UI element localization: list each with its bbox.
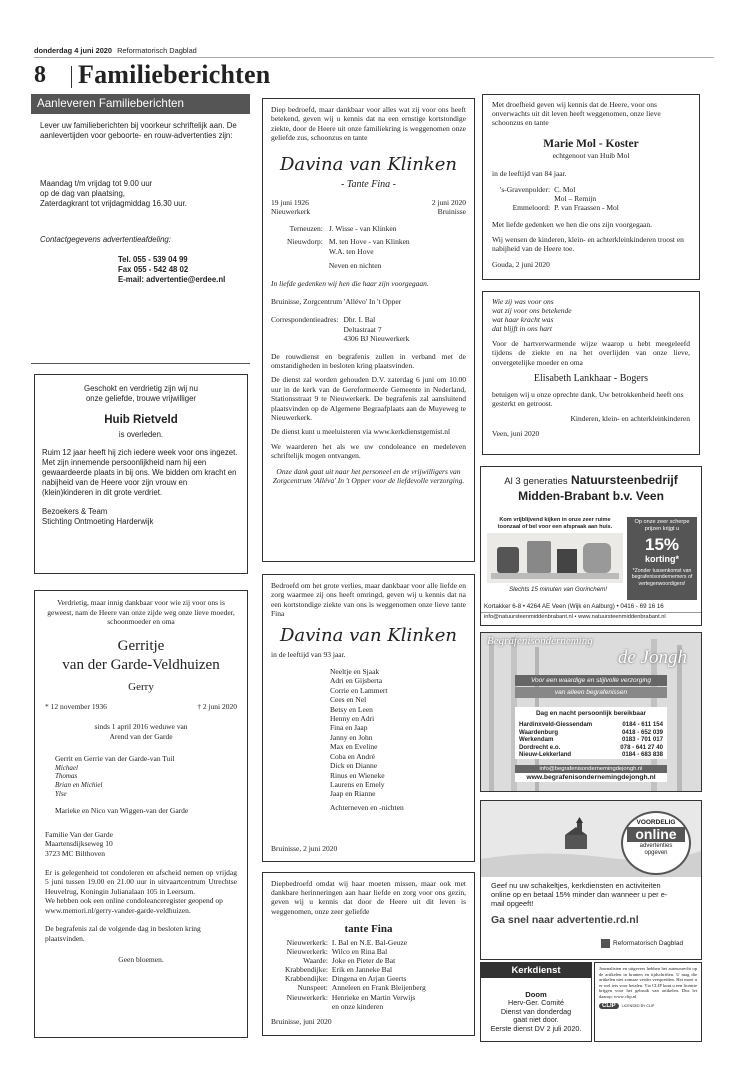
- davina1-corr-1: Dhr. I. Bal: [343, 315, 376, 325]
- fina-family-label: Nieuwerkerk:: [286, 947, 328, 957]
- fina-family-row: [285, 965, 426, 974]
- contact-tel: Tel. 055 - 539 04 99: [118, 255, 188, 264]
- gerritje-address-1: Familie Van der Garde: [45, 829, 113, 839]
- mol-wish: Wij wensen de kinderen, klein- en achterkleinkinderen troost en nabijheid van de Heere toe.: [492, 234, 684, 253]
- lankhaar-place: Veen, juni 2020: [492, 429, 540, 439]
- page-title: Familieberichten: [78, 60, 271, 89]
- kerkdienst-title: Kerkdienst: [481, 963, 591, 978]
- davina1-thanks: Onze dank gaat uit naar het personeel en de vrijwilligers van Zorgcentrum 'Alléva' In 't Opper voor de liefdevolle verzorging.: [272, 466, 465, 485]
- gerritje-address-3: 3723 MC Bilthoven: [45, 848, 106, 858]
- aanleveren-intro: Lever uw familieberichten bij voorkeur schriftelijk aan. De aanlevertijden voor geboorte- en rouw-advertenties zijn:: [40, 121, 237, 140]
- jongh-ad[interactable]: [480, 632, 702, 792]
- rietveld-sign-1: Bezoekers & Team: [42, 507, 108, 516]
- davina2-names-list: [271, 667, 466, 799]
- davina1-nephews: Neven en nichten: [328, 261, 382, 271]
- fina-family-label: Nunspeet:: [297, 983, 328, 993]
- kerkdienst-notice: [480, 962, 592, 1042]
- fina-family-row: [285, 993, 426, 1002]
- gerritje-intro: Verdrietig, maar innig dankbaar voor wie zij voor ons is geweest, nam de Heere van onze zijde weg onze lieve moeder, schoonmoeder en oma: [47, 598, 235, 627]
- davina1-nieuwdorp-label: Nieuwdorp:: [287, 237, 323, 247]
- davina2-name-item: Corrie en Lammert: [330, 685, 388, 695]
- davina1-terneuzen: J. Wisse - van Klinken: [328, 223, 397, 233]
- natuursteen-travel: Slechts 15 minuten van Gorinchem!: [509, 586, 608, 593]
- fina-family-label: [285, 1002, 332, 1011]
- promo-top: Op onze zeer scherpe prijzen krijgt u: [634, 519, 690, 532]
- davina1-corr-label: Correspondentieadres:: [271, 315, 339, 325]
- davina1-born-date: 19 juni 1926: [271, 198, 309, 208]
- jongh-place: Dordrecht e.o.: [519, 743, 561, 751]
- jongh-tagline-1: Voor een waardige en stijlvolle verzorging: [515, 675, 667, 686]
- gerritje-condolence: Er is gelegenheid tot condoleren en afscheid nemen op vrijdag 5 juni tussen 19.00 en 21.00 uur in uitvaartcentrum Utrechtse Heuvelrug, Koningin Julianalaan 105 in Leersum.: [45, 867, 237, 896]
- natuursteen-sub-1: Kom vrijblijvend kijken in onze zeer ruime: [499, 517, 611, 523]
- gravestones-image: [487, 533, 623, 583]
- davina-notice-1: [262, 98, 475, 562]
- badge-sub-1: advertenties: [639, 843, 673, 849]
- mol-spouse: echtgenoot van Huib Mol: [552, 150, 630, 160]
- rietveld-notice: [34, 374, 248, 574]
- davina2-name-item: Dick en Dianne: [330, 761, 378, 771]
- aanleveren-time-2: op de dag van plaatsing,: [40, 189, 125, 198]
- fina-family-label: Nieuwerkerk:: [286, 938, 328, 948]
- kerkdienst-church: Herv-Ger. Comité: [508, 998, 564, 1007]
- natuursteen-promo: [627, 517, 697, 600]
- davina2-name-item: Betsy en Leen: [330, 704, 373, 714]
- gerritje-nickname: Gerry: [128, 680, 154, 693]
- natuursteen-footer-1: Kortakker 6-8 • 4264 AE Veen (Wijk en Aalburg) • 0416 - 69 16 16: [484, 603, 664, 610]
- davina1-intro: Diep bedroefd, maar dankbaar voor alles wat zij voor ons heeft betekend, geven wij u kennis dat na een ernstige kortstondige ziekte, door de Heere uit onze familiekring is weggenomen onze geliefde zus, schoonzus en tante: [271, 105, 466, 143]
- davina2-name-item: Cees en Nel: [330, 695, 367, 705]
- fina-family-value: Erik en Janneke Bal: [331, 965, 393, 975]
- lankhaar-notice: [482, 291, 700, 455]
- gerritje-funeral: De begrafenis zal de volgende dag in besloten kring plaatsvinden.: [45, 924, 201, 944]
- rietveld-sign-2: Stichting Ontmoeting Harderwijk: [42, 517, 154, 526]
- title-divider: [71, 66, 72, 88]
- davina2-name-item: Laurens en Emely: [330, 779, 385, 789]
- jongh-place: Hardinxveld-Giessendam: [519, 721, 593, 728]
- davina1-born-place: Nieuwerkerk: [271, 207, 311, 217]
- fina-family-value: Anneleen en Frank Bleijenberg: [331, 983, 426, 993]
- gerritje-notice: [34, 590, 248, 1038]
- gerritje-child-2: Thomas: [55, 772, 78, 781]
- lankhaar-poem-4: dat blijft in ons hart: [492, 324, 553, 334]
- davina2-nephews: Achterneven en -nichten: [330, 802, 404, 812]
- mol-family-label: [500, 194, 554, 203]
- clip-text: Journalisten en uitgevers hebben het auteursrecht op de artikelen in kranten en tijdschriften. U mag die artikelen niet zomaar verder verspreiden. Het moet u er wel iets voor betalen. Via CLIP kunt u een licentie krijgen voor het gebruik van artikelen. Dus let daarop: www.clip.nl.: [599, 966, 697, 999]
- page-number: 8: [34, 62, 46, 88]
- lankhaar-thanks: betuigen wij u onze oprechte dank. Uw betrokkenheid heeft ons gesterkt en getroost.: [492, 389, 684, 408]
- contact-label: Contactgegevens advertentieafdeling:: [40, 235, 171, 244]
- jongh-place: Waardenburg: [519, 728, 559, 736]
- davina2-name-item: Neeltje en Sjaak: [330, 667, 380, 677]
- lankhaar-name: Elisabeth Lankhaar - Bogers: [533, 372, 649, 384]
- promo-note: *Zonder tussenkomst van begrafenisondernemers of vertegenwoordigers!: [631, 568, 693, 587]
- davina1-cards: We waarderen het als we uw condoleance en medeleven schriftelijk mogen ontvangen.: [271, 441, 466, 461]
- davina2-name-item: Coba en André: [330, 751, 375, 761]
- rietveld-passed: is overleden.: [118, 430, 164, 439]
- kerkdienst-line-3: Eerste dienst DV 2 juli 2020.: [490, 1023, 582, 1033]
- davina1-died-place: Bruinisse: [437, 207, 466, 217]
- badge-top: VOORDELIG: [636, 819, 676, 826]
- gerritje-address-2: Maartensdijkseweg 10: [45, 839, 113, 849]
- online-cta[interactable]: Ga snel naar advertentie.rd.nl: [491, 914, 639, 926]
- jongh-phone-row: [519, 751, 663, 759]
- rietveld-name: Huib Rietveld: [104, 414, 178, 426]
- davina2-name-item: Henny en Adri: [330, 714, 375, 724]
- jongh-phone-row: [519, 744, 663, 752]
- natuursteen-ad[interactable]: [480, 466, 702, 626]
- lankhaar-poem-2: wat zij voor ons betekende: [492, 306, 572, 316]
- mol-memorial: Met liefde gedenken we hen die ons zijn voorgegaan.: [492, 219, 653, 229]
- gerritje-name-1: Gerritje: [117, 637, 165, 654]
- fina-family-value: Dingena en Arjan Geerts: [331, 974, 407, 984]
- fina-family-label: Krabbendijke:: [285, 974, 328, 984]
- davina2-name-item: Adri en Gijsberta: [330, 676, 383, 686]
- jongh-tagline-2: van alleen begrafenissen: [515, 687, 667, 698]
- davina1-name: Davina van Klinken: [279, 153, 458, 175]
- lankhaar-poem-3: wat haar kracht was: [492, 315, 554, 325]
- mol-notice: [482, 94, 700, 280]
- fina-family-row: [285, 1002, 426, 1011]
- fina-family-value: Wilco en Rina Bal: [331, 947, 388, 957]
- davina2-name: Davina van Klinken: [279, 624, 458, 646]
- mol-family-value: Mol – Remijn: [554, 194, 597, 204]
- davina1-service-1: De rouwdienst en begrafenis zullen in verband met de omstandigheden in besloten kring plaatsvinden.: [271, 351, 466, 370]
- header-date: donderdag 4 juni 2020: [34, 46, 113, 55]
- jongh-phone[interactable]: 0418 - 652 039: [622, 728, 663, 736]
- natuursteen-title-prefix: Al 3 generaties: [504, 476, 568, 487]
- online-logo-text: Reformatorisch Dagblad: [613, 940, 684, 947]
- davina2-name-item: Fina en Jaap: [330, 723, 368, 733]
- mol-family-value: C. Mol: [554, 185, 576, 195]
- natuursteen-footer-2[interactable]: info@natuursteenmiddenbrabant.nl • www.natuursteenmiddenbrabant.nl: [481, 612, 701, 621]
- jongh-phone-row: [519, 721, 663, 729]
- jongh-phone[interactable]: 0184 - 611 154: [622, 721, 663, 728]
- davina-notice-2: [262, 574, 475, 862]
- davina2-name-item: Jaap en Rianne: [330, 789, 376, 799]
- aanleveren-title: Aanleveren Familieberichten: [31, 94, 250, 114]
- natuursteen-sub-2: toonzaal of bel voor een afspraak aan huis.: [497, 524, 613, 530]
- aanleveren-time-1: Maandag t/m vrijdag tot 9.00 uur: [40, 179, 153, 188]
- rietveld-intro-2: onze geliefde, trouwe vrijwilliger: [85, 394, 197, 403]
- jongh-place: Werkendam: [519, 736, 554, 744]
- mol-family-label: Emmeloord:: [512, 203, 551, 213]
- fina-family-table: [285, 938, 426, 1011]
- davina2-name-item: Max en Eveline: [330, 742, 378, 752]
- clip-notice: [594, 962, 702, 1042]
- jongh-phone[interactable]: 0183 - 701 017: [622, 736, 663, 744]
- davina2-place: Bruinisse, 2 juni 2020: [271, 843, 338, 853]
- kerkdienst-town: Doom: [525, 990, 547, 999]
- fina-family-row: [285, 974, 426, 983]
- kerkdienst-line-1: Dienst van donderdag: [500, 1006, 572, 1016]
- fina-family-row: [285, 983, 426, 992]
- davina1-died-date: 2 juni 2020: [431, 198, 466, 208]
- gerritje-widow-1: sinds 1 april 2016 weduwe van: [94, 721, 188, 731]
- fina-family-value: en onze kinderen: [331, 1001, 384, 1011]
- fina-family-label: Nieuwerkerk:: [286, 992, 328, 1002]
- natuursteen-title-main: Natuursteenbedrijf: [571, 473, 678, 487]
- mol-place: Gouda, 2 juni 2020: [492, 260, 550, 270]
- davina1-nickname: - Tante Fina -: [341, 178, 396, 190]
- online-logo: [601, 939, 683, 948]
- badge-sub-2: opgeven: [644, 850, 668, 856]
- promo-word: korting*: [644, 554, 679, 564]
- online-ad[interactable]: [480, 800, 702, 960]
- header-rule: [34, 57, 714, 58]
- fina-family-row: [285, 947, 426, 956]
- jongh-place: Nieuw-Lekkerland: [519, 751, 572, 759]
- clip-logo: CLIP: [599, 1003, 619, 1009]
- gerritje-closing: Geen bloemen.: [118, 954, 164, 964]
- badge-main: online: [627, 827, 685, 842]
- davina1-corr-2: Deltastraat 7: [343, 324, 382, 334]
- rietveld-body: Ruim 12 jaar heeft hij zich iedere week voor ons ingezet. Met zijn innemende persoonlijkheid nam hij een gewaardeerde plaats in bij ons. We bidden om kracht en nabijheid van de Heere voor zijn vrouw en (klein)kinderen in dit grote verdriet.: [42, 448, 238, 497]
- fina-family-row: [285, 956, 426, 965]
- fina-family-value: Joke en Pieter de Bat: [331, 956, 396, 966]
- clip-tagline: LICENSED BY CLIP: [621, 1003, 655, 1008]
- fina-family-value: I. Bal en N.E. Bal-Geuze: [331, 938, 408, 948]
- davina1-nieuwdorp-2: W.A. ten Hove: [328, 246, 374, 256]
- mol-family-label: 's-Gravenpolder:: [500, 185, 551, 195]
- mol-name: Marie Mol - Koster: [543, 137, 639, 150]
- davina1-stream: De dienst kunt u meeluisteren via www.kerkdienstgemist.nl: [271, 427, 451, 437]
- gerritje-online: We hebben ook een online condoleanceregister geopend op www.memori.nl/gerry-vander-garde-veldhuizen.: [45, 896, 223, 915]
- mol-family-row: [500, 185, 619, 194]
- kerkdienst-line-2: gaat niet door.: [513, 1015, 559, 1025]
- online-badge: [621, 811, 691, 875]
- davina1-nieuwdorp-1: M. ten Hove - van Klinken: [328, 237, 410, 247]
- aanleveren-box: [31, 94, 250, 364]
- fina-family-row: [285, 938, 426, 947]
- gerritje-died: † 2 juni 2020: [197, 702, 237, 712]
- lankhaar-intro: Voor de hartverwarmende wijze waarop u hebt meegeleefd tijdens de ziekte en na het overlijden van onze lieve, onvergetelijke moeder en oma: [492, 339, 690, 367]
- jongh-phone[interactable]: 078 - 641 27 40: [620, 743, 663, 751]
- gerritje-child-3: Brian en Michiel: [55, 780, 103, 789]
- gerritje-family-2: Marieke en Nico van Wiggen-van der Garde: [55, 806, 189, 816]
- fina-family-label: Waarde:: [303, 956, 328, 966]
- jongh-title-1: Begrafenisonderneming: [487, 635, 593, 647]
- promo-pct: 15%: [644, 535, 680, 554]
- davina2-name-item: Rinus en Wieneke: [330, 770, 385, 780]
- davina2-intro: Bedroefd om het grote verlies, maar dankbaar voor alle liefde en zorg waarmee zij ons heeft omringd, geven wij u kennis dat na een kortstondige ziekte van ons is weggenomen onze lieve tante Fina: [271, 581, 466, 619]
- gerritje-widow-2: Arend van der Garde: [109, 731, 173, 741]
- gerritje-born: * 12 november 1936: [45, 702, 107, 712]
- gerritje-name-2: van der Garde-Veldhuizen: [62, 656, 220, 673]
- gerritje-child-4: Ylse: [55, 789, 67, 798]
- jongh-phone-panel: [515, 707, 667, 759]
- fina-place: Bruinisse, juni 2020: [271, 1016, 332, 1026]
- rietveld-intro-1: Geschokt en verdrietig zijn wij nu: [84, 384, 198, 393]
- fina-family-value: Henrieke en Martin Verwijs: [331, 992, 416, 1002]
- davina1-service-2: De dienst zal worden gehouden D.V. zaterdag 6 juni om 10.00 uur in de kerk van de Gereformeerde Gemeente in Nederland, Stationsstraat 9 te Nieuwerkerk. De begrafenis zal aansluitend plaatsvinden op de Algemene Begraafplaats aan de Muyeweg te Nieuwerkerk.: [271, 375, 466, 422]
- online-text: Geef nu uw schakeltjes, kerkdiensten en activiteiten online op en betaal 15% minder dan wanneer u per e-mail opgeeft!: [491, 881, 668, 909]
- davina2-age: in de leeftijd van 93 jaar.: [271, 649, 346, 659]
- lankhaar-poem-1: Wie zij was voor ons: [492, 297, 554, 306]
- mol-family-table: [500, 185, 619, 212]
- jongh-phone-row: [519, 729, 663, 737]
- fina-family-label: Krabbendijke:: [285, 965, 328, 975]
- davina1-place: Bruinisse, Zorgcentrum 'Allévo' In 't Opper: [271, 296, 402, 306]
- header-paper: Reformatorisch Dagblad: [117, 46, 197, 55]
- jongh-phone-row: [519, 736, 663, 744]
- davina1-terneuzen-label: Terneuzen:: [289, 223, 323, 233]
- davina1-corr-3: 4306 BJ Nieuwerkerk: [343, 334, 410, 344]
- mol-intro: Met droefheid geven wij kennis dat de Heere, voor ons onverwachts uit dit leven heeft weggenomen, onze lieve schoonzus en tante: [492, 100, 661, 128]
- fina-notice: [262, 872, 475, 1036]
- davina2-name-item: Janny en John: [330, 732, 373, 742]
- fina-intro: Diepbedroefd omdat wij haar moeten missen, maar ook met dankbare herinneringen aan haar liefde en zorg voor ons gezin, geven wij u kennis dat door de Heere uit dit leven is weggenomen, onze zeer geliefde: [271, 879, 466, 916]
- jongh-avail: Dag en nacht persoonlijk bereikbaar: [535, 710, 647, 717]
- gerritje-child-1: Michael: [55, 763, 78, 772]
- mol-family-row: [500, 203, 619, 212]
- davina1-memorial: In liefde gedenken wij hen die haar zijn voorgegaan.: [271, 279, 429, 289]
- jongh-phone[interactable]: 0184 - 683 838: [622, 751, 663, 759]
- contact-email[interactable]: E-mail: advertentie@erdee.nl: [118, 275, 226, 284]
- rd-logo-icon: [601, 939, 610, 948]
- jongh-phone-table: [519, 721, 663, 759]
- contact-fax: Fax 055 - 542 48 02: [118, 265, 189, 274]
- gerritje-family-1: Gerrit en Gerrie van der Garde-van Tuil: [55, 754, 175, 764]
- jongh-title-2: de Jongh: [617, 647, 687, 668]
- natuursteen-title-2: Midden-Brabant b.v. Veen: [518, 489, 664, 503]
- jongh-email[interactable]: info@begrafenisondernemingdejongh.nl: [515, 765, 667, 773]
- mol-family-row: [500, 194, 619, 203]
- mol-family-value: P. van Fraassen - Mol: [554, 203, 619, 213]
- mol-age: in de leeftijd van 84 jaar.: [492, 169, 567, 179]
- lankhaar-sign: Kinderen, klein- en achterkleinkinderen: [570, 413, 690, 423]
- jongh-web[interactable]: www.begrafenisondernemingdejongh.nl: [515, 773, 667, 782]
- aanleveren-time-3: Zaterdagkrant tot vrijdagmiddag 16.30 uur.: [40, 199, 187, 208]
- fina-name: tante Fina: [344, 922, 393, 935]
